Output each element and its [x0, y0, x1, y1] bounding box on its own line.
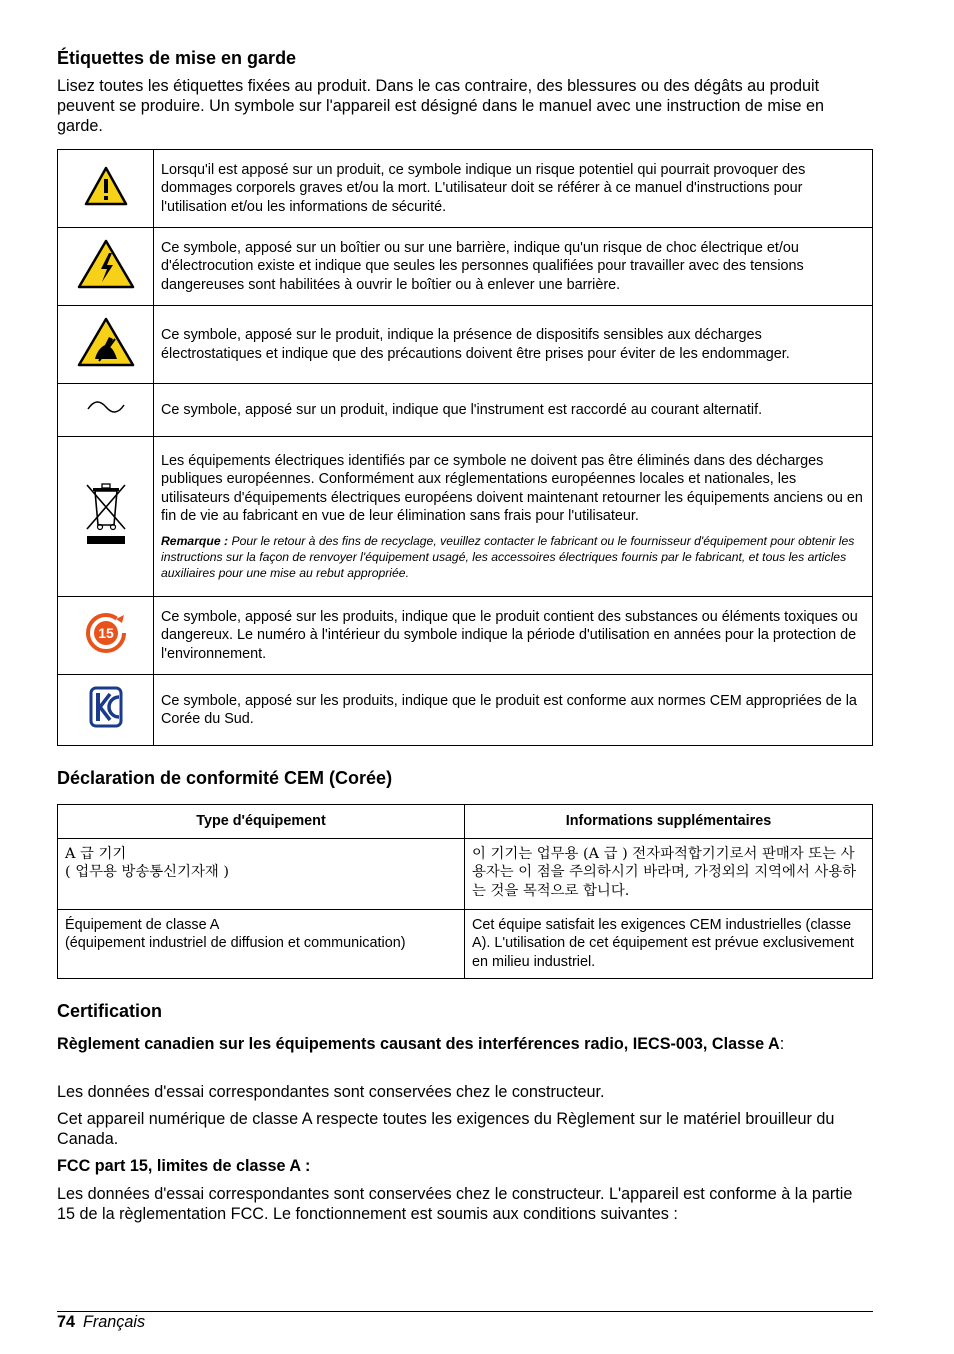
warning-intro-paragraph: Lisez toutes les étiquettes fixées au produit. Dans le cas contraire, des blessures ou des dégâts au produit peuvent se produire. Un symbole sur l'appareil est désigné dans le manuel avec une instruction de mise en garde. — [57, 77, 825, 135]
symbol-description — [154, 437, 873, 597]
symbol-description: Ce symbole, apposé sur un produit, indique que l'instrument est raccordé au courant alternatif. — [154, 384, 873, 437]
equipment-type-cell: A 급 기기 ( 업무용 방송통신기자재 ) — [58, 839, 465, 910]
section-title-certification: Certification — [57, 1001, 163, 1021]
note-text: Pour le retour à des fins de recyclage, veuillez contacter le fabricant ou le fournisseur d'équipement pour obtenir les instructions sur la façon de renvoyer l'équipement usagé, les accessoires électriques fournis par le fabricant, et tous les articles auxiliaires pour une mise au rebut appropriée. — [161, 534, 855, 581]
footer-language: Français — [83, 1313, 146, 1331]
canadian-regulation-suffix: : — [779, 1035, 785, 1053]
symbol-description: Ce symbole, apposé sur un boîtier ou sur une barrière, indique qu'un risque de choc électrique et/ou d'électrocution existe et indique que seules les personnes qualifiées pour travailler avec des tensions dangereuses sont habilitées à ouvrir le boîtier ou à enlever une barrière. — [154, 228, 873, 306]
section-title-warning-labels: Étiquettes de mise en garde — [57, 48, 297, 68]
symbol-description: Lorsqu'il est apposé sur un produit, ce symbole indique un risque potentiel qui pourrait provoquer des dommages corporels graves et/ou la mort. L'utilisateur doit se référer à ce manuel d'instructions pour l'utilisation et/ou les informations de sécurité. — [154, 150, 873, 228]
canadian-regulation-heading — [57, 1034, 873, 1054]
equipment-type-cell: Équipement de classe A (équipement industriel de diffusion et communication) — [58, 910, 465, 979]
note-label: Remarque : — [161, 534, 229, 549]
section-title-cem-korea: Déclaration de conformité CEM (Corée) — [57, 768, 393, 788]
symbols-table — [57, 149, 873, 746]
column-header-equipment-type: Type d'équipement — [58, 805, 465, 839]
additional-info-cell: 이 기기는 업무용 (A 급 ) 전자파적합기기로서 판매자 또는 사용자는 이 점을 주의하시기 바라며, 가정외의 지역에서 사용하는 것을 목적으로 합니다. — [465, 839, 873, 910]
kc-mark-icon — [58, 675, 154, 746]
table-row — [58, 597, 873, 675]
canadian-test-data-paragraph: Les données d'essai correspondantes sont conservées chez le constructeur. — [57, 1083, 605, 1101]
fcc-heading: FCC part 15, limites de classe A : — [57, 1157, 311, 1175]
canadian-compliance-paragraph: Cet appareil numérique de classe A respecte toutes les exigences du Règlement sur le matériel brouilleur du Canada. — [57, 1110, 835, 1148]
weee-description: Les équipements électriques identifiés par ce symbole ne doivent pas être éliminés dans des décharges publiques européennes. Conformément aux réglementations européennes locales et nationales, les utilisateurs d'équipements électriques européens doivent maintenant retourner les équipements anciens ou en fin de vie au fabricant en vue de leur élimination sans frais pour l'utilisateur. — [161, 452, 863, 524]
symbol-description: Ce symbole, apposé sur les produits, indique que le produit contient des substances ou éléments toxiques ou dangereux. Le numéro à l'intérieur du symbole indique la période d'utilisation en années pour la protection de l'environnement. — [154, 597, 873, 675]
efup-number: 15 — [97, 624, 114, 641]
alternating-current-icon — [58, 384, 154, 437]
page-footer — [57, 1312, 145, 1332]
weee-note — [161, 533, 865, 581]
table-row — [58, 384, 873, 437]
column-header-additional-info: Informations supplémentaires — [465, 805, 873, 839]
electrical-shock-warning-icon — [58, 228, 154, 306]
table-row — [58, 839, 873, 910]
efup-15-icon — [58, 597, 154, 675]
footer-divider — [57, 1311, 873, 1312]
cem-table — [57, 804, 873, 979]
weee-crossed-bin-icon — [58, 437, 154, 597]
general-warning-icon — [58, 150, 154, 228]
table-row — [58, 675, 873, 746]
page-number: 74 — [57, 1313, 76, 1331]
symbol-description: Ce symbole, apposé sur le produit, indique la présence de dispositifs sensibles aux décharges électrostatiques et indique que des précautions doivent être prises pour éviter de les endommager. — [154, 306, 873, 384]
table-header-row — [58, 805, 873, 839]
table-row — [58, 437, 873, 597]
table-row — [58, 228, 873, 306]
canadian-regulation-title: Règlement canadien sur les équipements causant des interférences radio, IECS-003, Classe A — [57, 1035, 780, 1053]
table-row — [58, 306, 873, 384]
symbol-description: Ce symbole, apposé sur les produits, indique que le produit est conforme aux normes CEM appropriées de la Corée du Sud. — [154, 675, 873, 746]
electrostatic-discharge-icon — [58, 306, 154, 384]
table-row — [58, 150, 873, 228]
fcc-paragraph: Les données d'essai correspondantes sont conservées chez le constructeur. L'appareil est conforme à la partie 15 de la règlementation FCC. Le fonctionnement est soumis aux conditions suivantes : — [57, 1185, 853, 1223]
table-row — [58, 910, 873, 979]
additional-info-cell: Cet équipe satisfait les exigences CEM industrielles (classe A). L'utilisation de cet équipement est prévue exclusivement en milieu industriel. — [465, 910, 873, 979]
